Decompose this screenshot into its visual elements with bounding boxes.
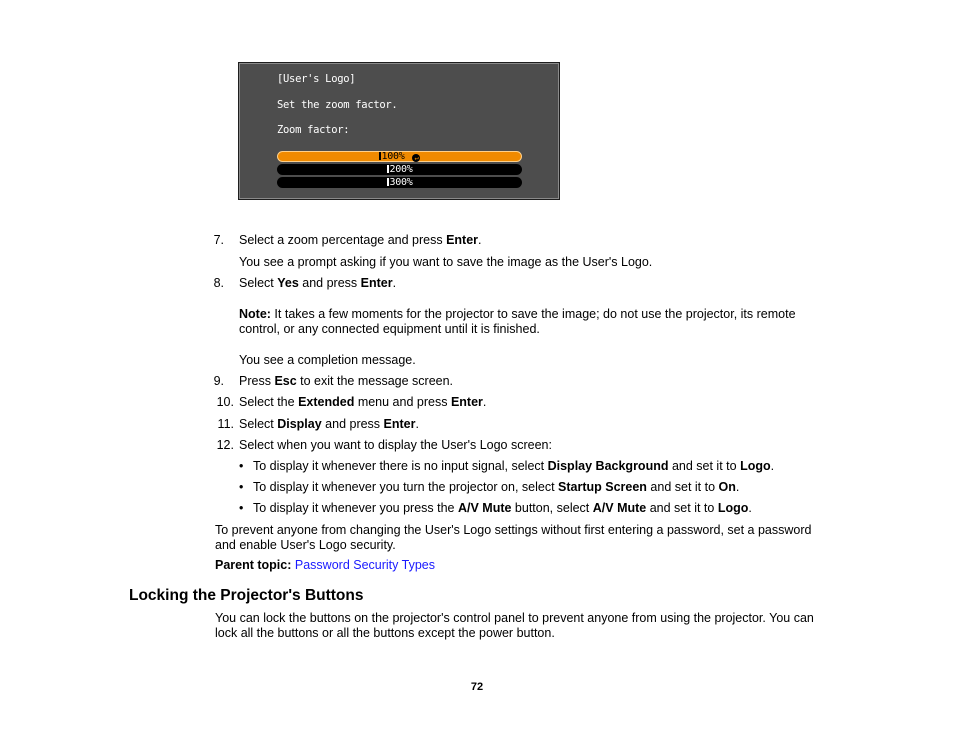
zoom-option-100[interactable]: 100% ↵ <box>277 151 522 162</box>
step-9-text: Press Esc to exit the message screen. <box>239 374 454 388</box>
step-10-text: Select the Extended menu and press Enter. <box>239 395 487 409</box>
bullet-symbol: • <box>239 501 244 515</box>
step-7-number: 7. <box>213 233 224 247</box>
completion-message: You see a completion message. <box>239 353 416 367</box>
zoom-option-200[interactable]: 200% <box>277 164 522 175</box>
users-logo-zoom-screenshot <box>238 62 560 200</box>
step-12-number: 12. <box>216 438 234 452</box>
page-number: 72 <box>470 681 484 693</box>
step-11-number: 11. <box>217 417 234 431</box>
step-10-number: 10. <box>216 395 234 409</box>
parent-topic: Parent topic: Password Security Types <box>215 558 435 572</box>
step-8-text: Select Yes and press Enter. <box>239 276 397 290</box>
osd-title: [User's Logo] <box>277 73 356 85</box>
enter-icon: ↵ <box>412 154 420 162</box>
section-body: You can lock the buttons on the projector's control panel to prevent anyone from using the projector. You can lock all the buttons or all the buttons except the power button. <box>215 611 814 640</box>
bullet-symbol: • <box>239 480 244 494</box>
bullet-symbol: • <box>239 459 244 473</box>
bullet-av-mute: To display it whenever you press the A/V Mute button, select A/V Mute and set it to Logo. <box>253 501 752 515</box>
parent-topic-link[interactable]: Password Security Types <box>294 558 435 572</box>
zoom-option-300[interactable]: 300% <box>277 177 522 188</box>
step-11-text: Select Display and press Enter. <box>239 417 419 431</box>
step-8-number: 8. <box>213 276 224 290</box>
step-7-result: You see a prompt asking if you want to save the image as the User's Logo. <box>239 255 653 269</box>
osd-prompt: Set the zoom factor. <box>277 99 398 111</box>
bullet-startup-screen: To display it whenever you turn the projector on, select Startup Screen and set it to On. <box>253 480 740 494</box>
step-7-text: Select a zoom percentage and press Enter. <box>239 233 482 247</box>
step-9-number: 9. <box>213 374 224 388</box>
section-heading: Locking the Projector's Buttons <box>129 587 364 604</box>
note: Note: It takes a few moments for the projector to save the image; do not use the projector, its remote control, or any connected equipment until it is finished. <box>239 307 796 336</box>
security-paragraph: To prevent anyone from changing the User's Logo settings without first entering a password, set a password and enable User's Logo security. <box>215 523 812 552</box>
osd-label: Zoom factor: <box>277 124 350 136</box>
bullet-display-background: To display it whenever there is no input signal, select Display Background and set it to Logo. <box>253 459 775 473</box>
step-12-text: Select when you want to display the User's Logo screen: <box>239 438 552 452</box>
